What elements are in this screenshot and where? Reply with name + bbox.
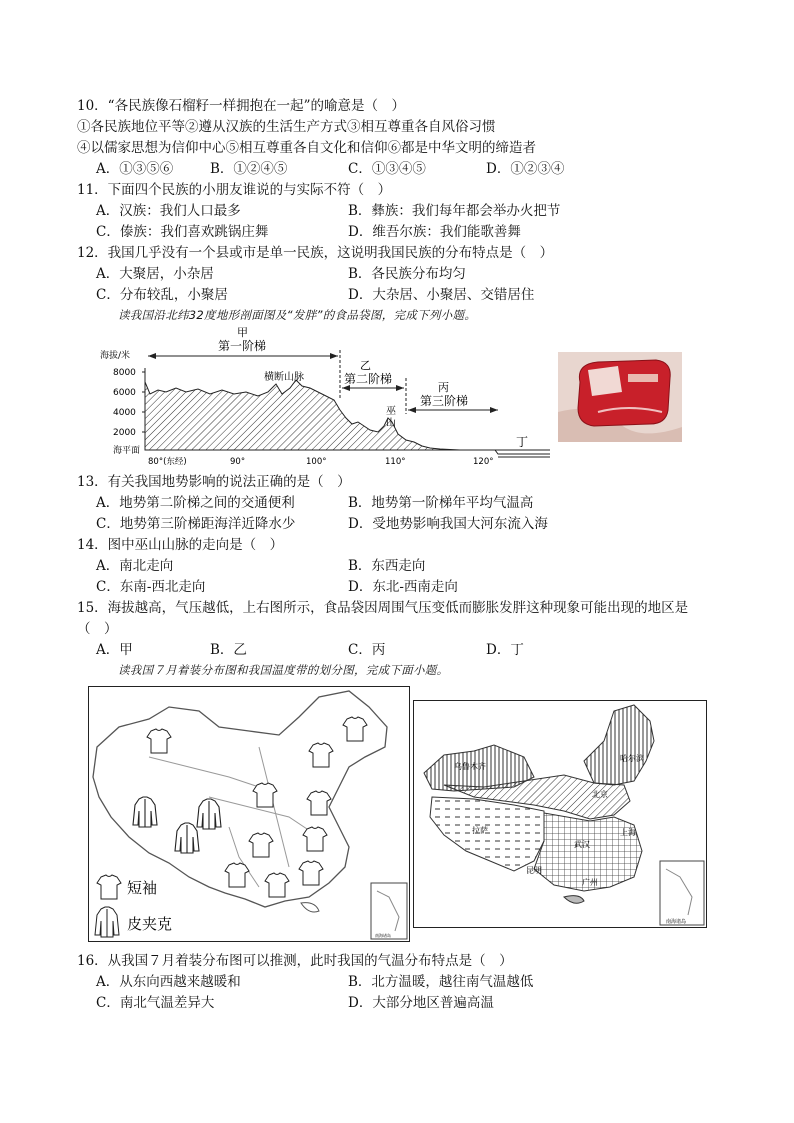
wushan-label-2: 山 <box>386 418 396 429</box>
clothing-inset <box>371 883 407 939</box>
y-tick-sea-level: 海平面 <box>113 446 141 456</box>
q14-option-b[interactable]: B．东西走向 <box>348 558 426 574</box>
sea-label: 丁 <box>516 435 529 449</box>
x-tick-100: 100° <box>306 457 327 467</box>
q16-option-b[interactable]: B．北方温暖，越往南气温越低 <box>348 974 534 990</box>
q12-stem: 12．我国几乎没有一个县或市是单一民族，这说明我国民族的分布特点是（ ） <box>77 245 554 261</box>
q12-option-d[interactable]: D．大杂居、小聚居、交错居住 <box>348 287 535 303</box>
maps-intro: 读我国７月着装分布图和我国温度带的划分图，完成下面小题。 <box>118 663 449 677</box>
city-kunming: 昆明 <box>526 866 542 875</box>
q13-option-d[interactable]: D．受地势影响我国大河东流入海 <box>348 516 548 532</box>
city-harbin: 哈尔滨 <box>620 754 644 763</box>
y-tick-2000: 2000 <box>113 428 136 438</box>
q10-statements-1: ①各民族地位平等②遵从汉族的生活生产方式③相互尊重各自风俗习惯 <box>77 119 496 135</box>
wushan-label-1: 巫 <box>386 406 396 417</box>
q14-option-c[interactable]: C．东南-西北走向 <box>96 579 206 595</box>
q15-option-c[interactable]: C．丙 <box>348 642 386 658</box>
q12-option-a[interactable]: A．大聚居，小杂居 <box>96 266 214 282</box>
legend-tshirt-icon <box>97 875 121 899</box>
clothing-map-svg <box>89 687 409 941</box>
x-tick-120: 120° <box>473 457 494 467</box>
city-beijing: 北京 <box>592 790 608 799</box>
q15-option-b[interactable]: B．乙 <box>210 642 247 658</box>
city-lhasa: 拉萨 <box>472 826 488 835</box>
q10-statements-2: ④以儒家思想为信仰中心⑤相互尊重各自文化和信仰⑥都是中华文明的缔造者 <box>77 140 536 156</box>
q11-option-a[interactable]: A．汉族：我们人口最多 <box>96 203 241 219</box>
q16-option-a[interactable]: A．从东向西越来越暖和 <box>96 974 241 990</box>
q10-option-c[interactable]: C．①③④⑤ <box>348 161 426 177</box>
q15-option-a[interactable]: A．甲 <box>96 642 133 658</box>
clothing-inset-label: 南海诸岛 <box>375 933 391 938</box>
swollen-food-bag-photo <box>558 352 682 442</box>
q14-option-a[interactable]: A．南北走向 <box>96 558 174 574</box>
q10-option-a[interactable]: A．①③⑤⑥ <box>96 161 174 177</box>
zone-mid-temperate-northeast <box>584 705 654 785</box>
city-urumqi: 乌鲁木齐 <box>454 762 486 771</box>
hengduan-label: 横断山脉 <box>264 372 304 383</box>
city-wuhan: 武汉 <box>574 840 590 849</box>
q11-stem: 11．下面四个民族的小朋友谁说的与实际不符（ ） <box>77 182 392 198</box>
city-guangzhou: 广州 <box>582 878 598 887</box>
q11-option-b[interactable]: B．彝族：我们每年都会举办火把节 <box>348 203 561 219</box>
q15-stem-cont: （ ） <box>77 621 118 637</box>
step3-name: 丙 <box>438 381 449 394</box>
y-tick-8000: 8000 <box>113 368 136 378</box>
step1-label: 第一阶梯 <box>218 339 267 353</box>
y-tick-4000: 4000 <box>113 408 136 418</box>
legend-jacket-icon <box>95 907 119 937</box>
q10-stem: 10．“各民族像石榴籽一样拥抱在一起”的喻意是（ ） <box>77 98 405 114</box>
q15-option-d[interactable]: D．丁 <box>486 642 524 658</box>
profile-intro: 读我国沿北纬32度地形剖面图及“发胖”的食品袋图，完成下列小题。 <box>118 308 477 322</box>
q16-option-d[interactable]: D．大部分地区普遍高温 <box>348 995 494 1011</box>
q13-option-b[interactable]: B．地势第一阶梯年平均气温高 <box>348 495 534 511</box>
terrain-profile-area <box>145 380 480 450</box>
x-tick-90: 90° <box>230 457 246 467</box>
x-tick-80: 80°(东经) <box>148 457 187 467</box>
temperature-zone-map-svg <box>414 701 706 927</box>
x-tick-110: 110° <box>385 457 406 467</box>
legend-leather-jacket: 皮夹克 <box>127 915 173 933</box>
q16-stem: 16．从我国７月着装分布图可以推测，此时我国的气温分布特点是（ ） <box>77 953 513 969</box>
temp-inset <box>660 861 704 925</box>
q11-option-c[interactable]: C．傣族：我们喜欢跳锅庄舞 <box>96 224 269 240</box>
q13-stem: 13．有关我国地势影响的说法正确的是（ ） <box>77 474 351 490</box>
step1-name: 甲 <box>237 326 248 339</box>
q16-option-c[interactable]: C．南北气温差异大 <box>96 995 215 1011</box>
step2-label: 第二阶梯 <box>344 372 393 386</box>
q12-option-b[interactable]: B．各民族分布均匀 <box>348 266 466 282</box>
step3-label: 第三阶梯 <box>420 394 469 408</box>
q12-option-c[interactable]: C．分布较乱，小聚居 <box>96 287 228 303</box>
temp-inset-label: 南海诸岛 <box>666 919 687 925</box>
temperature-zone-map <box>413 700 707 928</box>
q13-option-a[interactable]: A．地势第二阶梯之间的交通便利 <box>96 495 295 511</box>
y-tick-6000: 6000 <box>113 388 136 398</box>
q10-option-d[interactable]: D．①②③④ <box>486 161 565 177</box>
coastal-plain <box>480 450 550 454</box>
step2-name: 乙 <box>360 359 371 372</box>
q14-option-d[interactable]: D．东北-西南走向 <box>348 579 458 595</box>
q13-option-c[interactable]: C．地势第三阶梯距海洋近降水少 <box>96 516 296 532</box>
q11-option-d[interactable]: D．维吾尔族：我们能歌善舞 <box>348 224 521 240</box>
legend-short-sleeve: 短袖 <box>127 879 158 897</box>
q14-stem: 14．图中巫山山脉的走向是（ ） <box>77 537 284 553</box>
q10-option-b[interactable]: B．①②④⑤ <box>210 161 288 177</box>
clothing-map <box>88 686 410 942</box>
y-axis-label: 海拔/米 <box>100 351 131 361</box>
zone-tropical <box>564 896 584 904</box>
city-shanghai: 上海 <box>620 828 636 837</box>
q15-stem: 15．海拔越高，气压越低，上右图所示，食品袋因周围气压变低而膨胀发胖这种现象可能出现的地区是 <box>77 600 689 616</box>
terrain-profile-figure <box>100 322 555 472</box>
